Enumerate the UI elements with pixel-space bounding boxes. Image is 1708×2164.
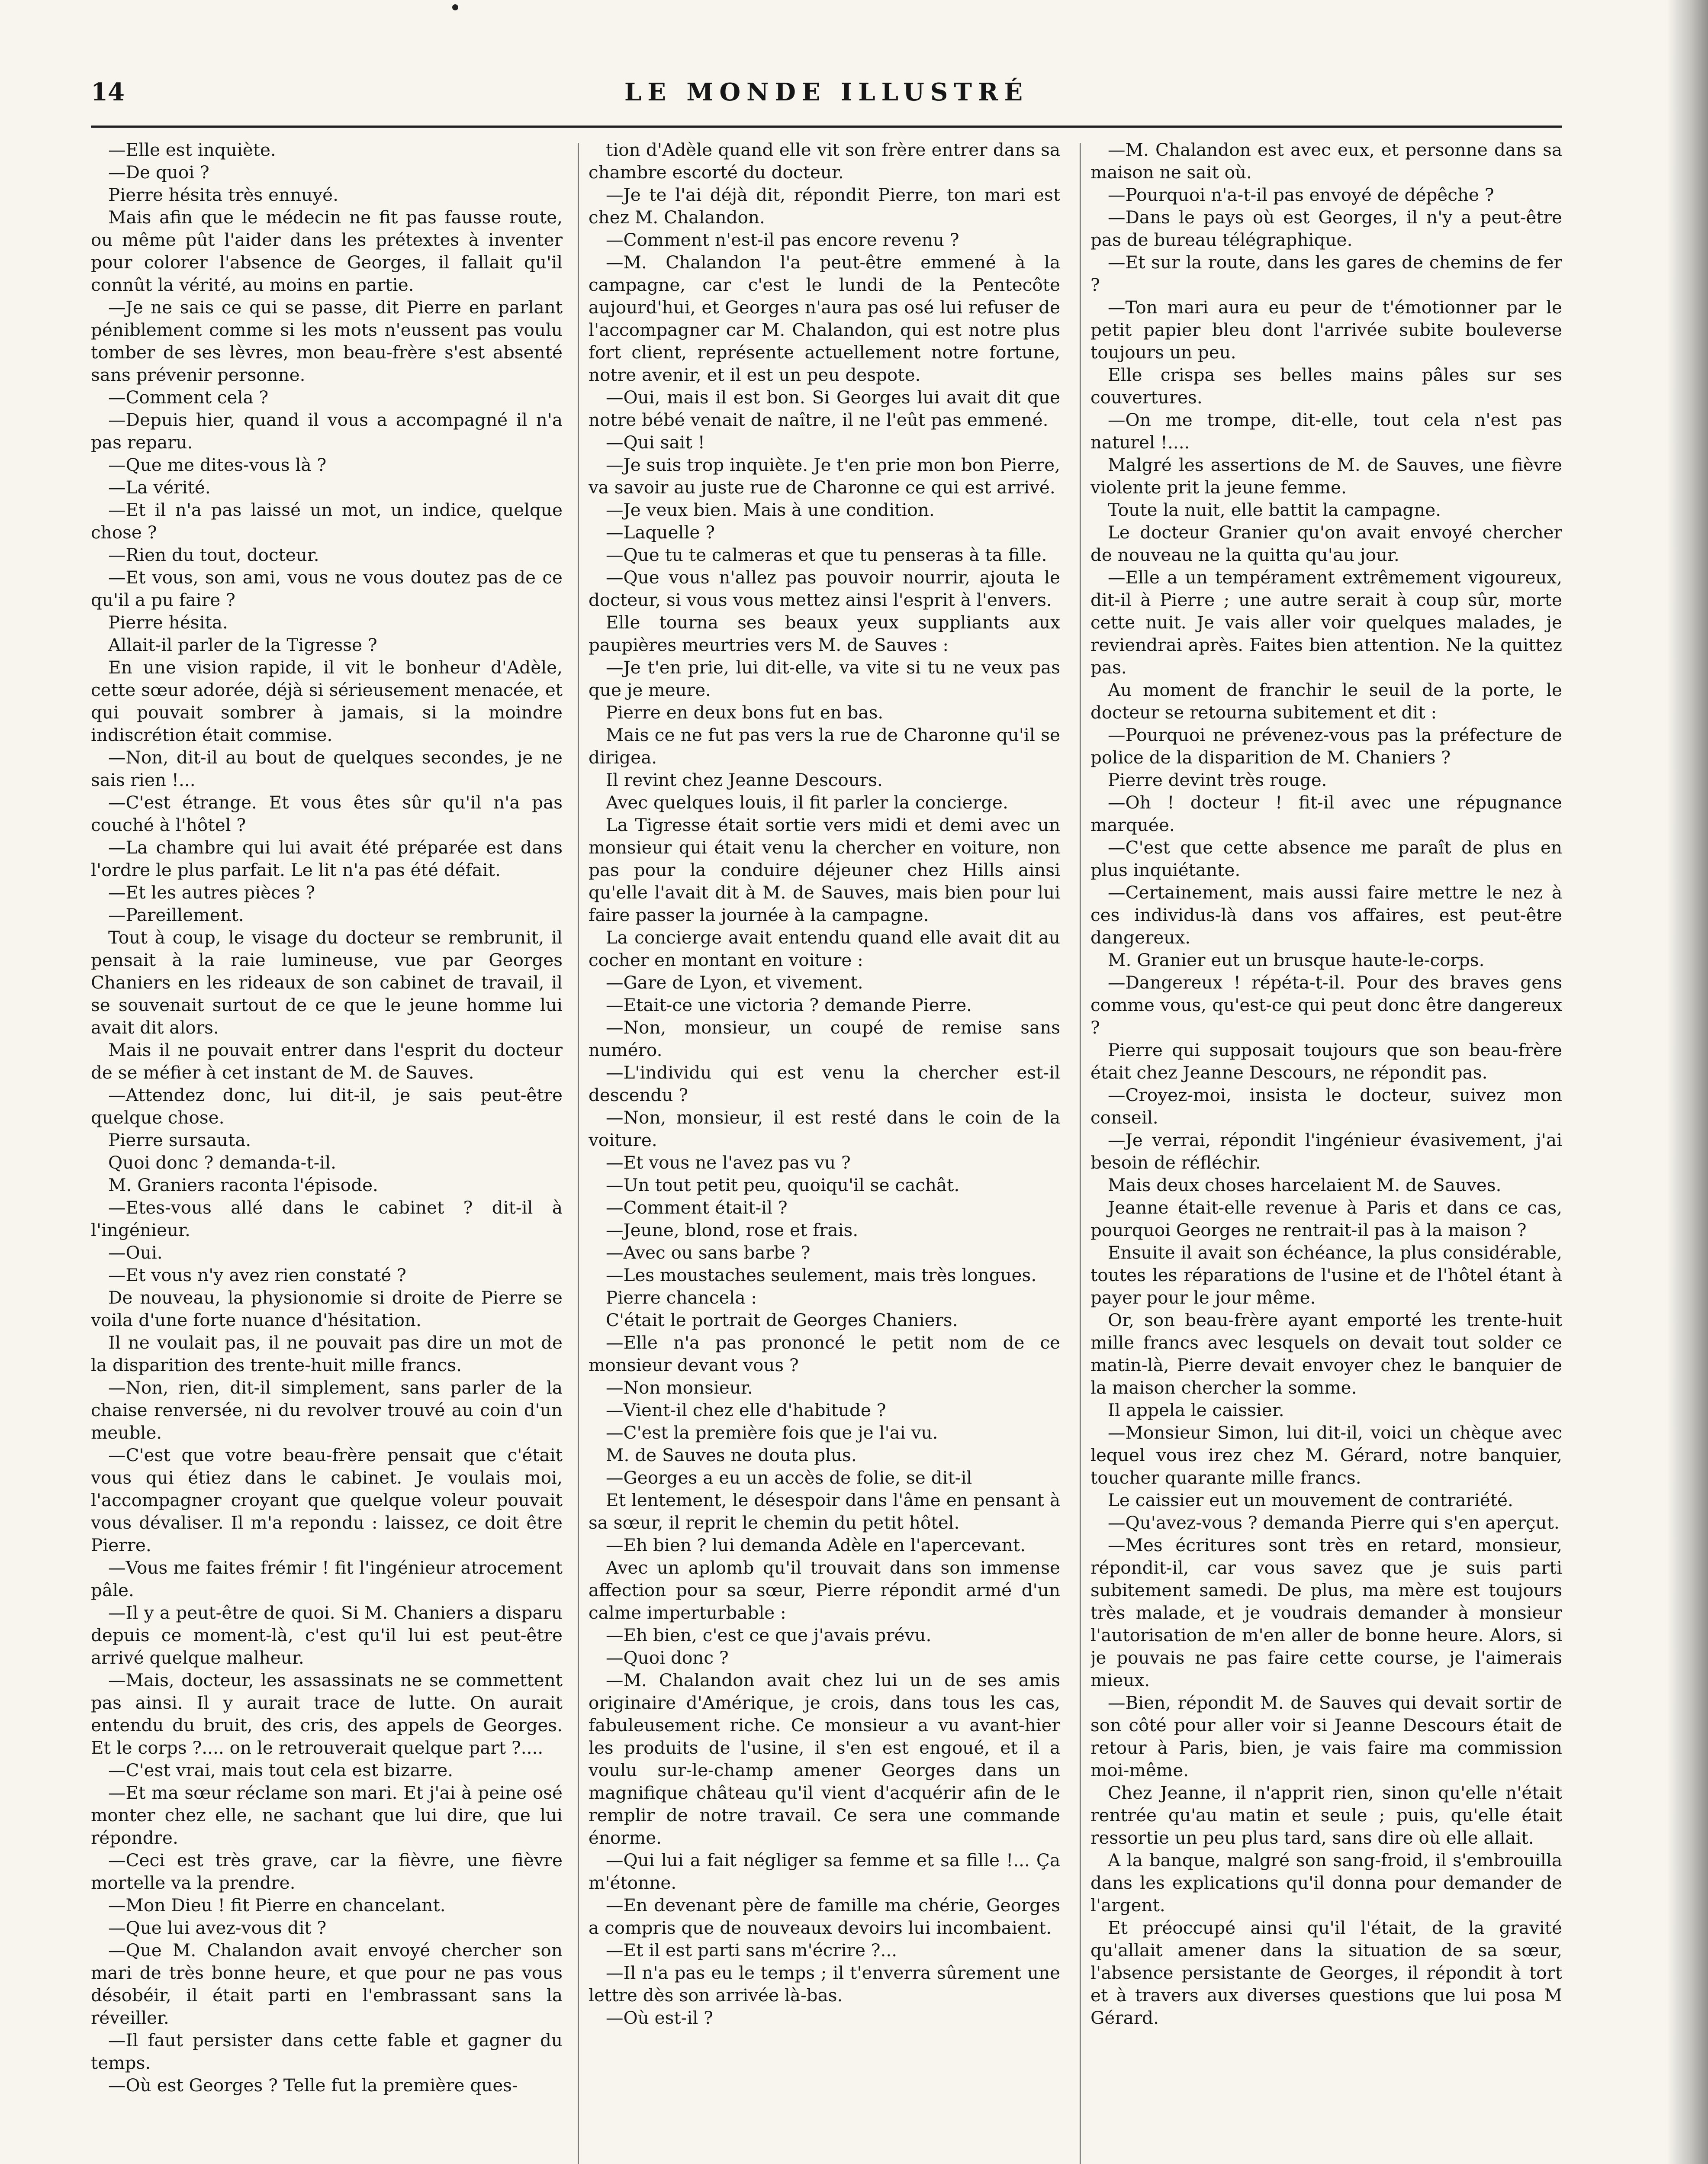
paragraph: —Qui sait ! [606, 432, 705, 453]
paragraph: —Comment n'est-il pas encore revenu ? [606, 229, 959, 250]
header-rule [91, 126, 1562, 128]
paragraph: —La chambre qui lui avait été préparée est dans l'ordre le plus parfait. Le lit n'a pas été défait. [91, 837, 563, 880]
paragraph: —Georges a eu un accès de folie, se dit-il [606, 1467, 972, 1488]
paragraph: La Tigresse était sortie vers midi et demi avec un monsieur qui était venu la chercher en voiture, non pas pour la conduire déjeuner chez Hills ainsi qu'elle l'avait dit à M. de Sauves, mais bien pour lui faire passer la journée à la campagne. [589, 815, 1060, 925]
paragraph: Allait-il parler de la Tigresse ? [108, 634, 377, 655]
paragraph: A la banque, malgré son sang-froid, il s'embrouilla dans les explications qu'il donna pour demander de l'argent. [1090, 1850, 1562, 1916]
paragraph: M. de Sauves ne douta plus. [606, 1445, 857, 1465]
paragraph: Malgré les assertions de M. de Sauves, une fièvre violente prit la jeune femme. [1090, 454, 1562, 498]
paragraph: —Je suis trop inquiète. Je t'en prie mon bon Pierre, va savoir au juste rue de Charonne ce qui est arrivé. [589, 454, 1060, 498]
paragraph: —Et il n'a pas laissé un mot, un indice, quelque chose ? [91, 499, 563, 543]
paragraph: —M. Chalandon l'a peut-être emmené à la campagne, car c'est le lundi de la Pentecôte aujourd'hui, et Georges n'aura pas osé lui refuser de l'accompagner car M. Chalandon, qui est notre plus fort client, représente actuellement notre fortune, notre avenir, et il est un peu despote. [589, 252, 1060, 385]
paragraph: —Bien, répondit M. de Sauves qui devait sortir de son côté pour aller voir si Jeanne Descours était de retour à Paris, bien, je vais faire ma commission moi-même. [1090, 1692, 1562, 1781]
paragraph: —Je ne sais ce qui se passe, dit Pierre en parlant péniblement comme si les mots n'eussent pas voulu tomber de ses lèvres, mon beau-frère s'est absenté sans prévenir personne. [91, 297, 563, 385]
paragraph: Il revint chez Jeanne Descours. [606, 770, 883, 790]
paragraph: Il appela le caissier. [1108, 1400, 1284, 1420]
paragraph: —Non monsieur. [606, 1377, 753, 1398]
paragraph: Et préoccupé ainsi qu'il l'était, de la gravité qu'allait amener dans la situation de sa sœur, l'absence persistante de Georges, il répondit à tort et à travers aux diverses questions que lui posa M Gérard. [1090, 1917, 1562, 2028]
paragraph: —Oui, mais il est bon. Si Georges lui avait dit que notre bébé venait de naître, il ne l'eût pas emmené. [589, 387, 1060, 430]
paragraph: —Je te l'ai déjà dit, répondit Pierre, ton mari est chez M. Chalandon. [589, 184, 1060, 228]
paragraph: —Et il est parti sans m'écrire ?... [606, 1940, 897, 1961]
paragraph: —Pareillement. [108, 905, 244, 925]
paragraph: —Certainement, mais aussi faire mettre le nez à ces individus-là dans vos affaires, est peut-être dangereux. [1090, 882, 1562, 948]
paragraph: —On me trompe, dit-elle, tout cela n'est pas naturel !.... [1090, 409, 1562, 453]
paragraph: —Oui. [108, 1242, 163, 1263]
paragraph: —Il y a peut-être de quoi. Si M. Chaniers a disparu depuis ce moment-là, c'est qu'il lui est peut-être arrivé quelque malheur. [91, 1602, 563, 1668]
paragraph: —Il n'a pas eu le temps ; il t'enverra sûrement une lettre dès son arrivée là-bas. [589, 1962, 1060, 2006]
paragraph: —Ton mari aura eu peur de t'émotionner par le petit papier bleu dont l'arrivée subite bouleverse toujours un peu. [1090, 297, 1562, 363]
paragraph: —De quoi ? [108, 162, 209, 183]
column-divider [578, 143, 579, 2164]
paragraph: —Mais, docteur, les assassinats ne se commettent pas ainsi. Il y aurait trace de lutte. On aurait entendu du bruit, des cris, des appels de Georges. Et le corps ?.... on le retrouverait quelque part ?.... [91, 1670, 563, 1758]
paragraph: Pierre devint très rouge. [1108, 770, 1327, 790]
paragraph: —Et vous, son ami, vous ne vous doutez pas de ce qu'il a pu faire ? [91, 567, 563, 610]
paragraph: —Non, monsieur, il est resté dans le coin de la voiture. [589, 1107, 1060, 1150]
paragraph: tion d'Adèle quand elle vit son frère entrer dans sa chambre escorté du docteur. [589, 139, 1060, 183]
paragraph: —Oh ! docteur ! fit-il avec une répugnance marquée. [1090, 792, 1562, 835]
paragraph: —La vérité. [108, 477, 211, 498]
paragraph: Quoi donc ? demanda-t-il. [108, 1152, 337, 1173]
paragraph: —M. Chalandon avait chez lui un de ses amis originaire d'Amérique, je crois, dans tous les cas, fabuleusement riche. Ce monsieur a vu avant-hier les produits de l'usine, il s'en est engoué, et il a voulu sur-le-champ amener Georges dans un magnifique château qu'il vient d'acquérir afin de le remplir de notre travail. Ce sera une commande énorme. [589, 1670, 1060, 1848]
paragraph: Mais afin que le médecin ne fit pas fausse route, ou même pût l'aider dans les prétextes à inventer pour colorer l'absence de Georges, il fallait qu'il connût la vérité, au moins en partie. [91, 207, 563, 295]
paragraph: —Je t'en prie, lui dit-elle, va vite si tu ne veux pas que je meure. [589, 657, 1060, 700]
paragraph: Mais ce ne fut pas vers la rue de Charonne qu'il se dirigea. [589, 725, 1060, 768]
paragraph: —En devenant père de famille ma chérie, Georges a compris que de nouveaux devoirs lui incombaient. [589, 1895, 1060, 1938]
publication-title: LE MONDE ILLUSTRÉ [624, 78, 1029, 106]
paragraph: —Comment était-il ? [606, 1197, 788, 1218]
paragraph: —Etes-vous allé dans le cabinet ? dit-il à l'ingénieur. [91, 1197, 563, 1240]
paragraph: Chez Jeanne, il n'apprit rien, sinon qu'elle n'était rentrée qu'au matin et seule ; puis, qu'elle était ressortie un peu plus tard, sans dire où elle allait. [1090, 1782, 1562, 1848]
paragraph: —Où est-il ? [606, 2007, 713, 2028]
paragraph: —Vient-il chez elle d'habitude ? [606, 1400, 886, 1420]
paragraph: La concierge avait entendu quand elle avait dit au cocher en montant en voiture : [589, 927, 1060, 970]
paragraph: —Dangereux ! répéta-t-il. Pour des braves gens comme vous, qu'est-ce qui peut donc être dangereux ? [1090, 972, 1562, 1038]
paragraph: —C'est que cette absence me paraît de plus en plus inquiétante. [1090, 837, 1562, 880]
paragraph: —Laquelle ? [606, 522, 715, 543]
paragraph: —Et ma sœur réclame son mari. Et j'ai à peine osé monter chez elle, ne sachant que lui dire, que lui répondre. [91, 1782, 563, 1848]
paragraph: —M. Chalandon est avec eux, et personne dans sa maison ne sait où. [1090, 139, 1562, 183]
paragraph: Pierre qui supposait toujours que son beau-frère était chez Jeanne Descours, ne répondit pas. [1090, 1040, 1562, 1083]
paragraph: Le docteur Granier qu'on avait envoyé chercher de nouveau ne la quitta qu'au jour. [1090, 522, 1562, 565]
paragraph: C'était le portrait de Georges Chaniers. [606, 1310, 958, 1330]
paragraph: Avec quelques louis, il fit parler la concierge. [606, 792, 1008, 813]
column-divider [1080, 143, 1081, 2164]
paragraph: Au moment de franchir le seuil de la porte, le docteur se retourna subitement et dit : [1090, 679, 1562, 723]
paragraph: —Non, rien, dit-il simplement, sans parler de la chaise renversée, ni du revolver trouvé au coin d'un meuble. [91, 1377, 563, 1443]
ink-dot [452, 4, 458, 10]
paragraph: —C'est la première fois que je l'ai vu. [606, 1422, 938, 1443]
paragraph: Elle crispa ses belles mains pâles sur ses couvertures. [1090, 364, 1562, 408]
paragraph: Ensuite il avait son échéance, la plus considérable, toutes les réparations de l'usine et de l'hôtel étant à payer pour le jour même. [1090, 1242, 1562, 1308]
paragraph: —Non, monsieur, un coupé de remise sans numéro. [589, 1017, 1060, 1060]
paragraph: Jeanne était-elle revenue à Paris et dans ce cas, pourquoi Georges ne rentrait-il pas à la maison ? [1090, 1197, 1562, 1240]
paragraph: —Qui lui a fait négliger sa femme et sa fille !... Ça m'étonne. [589, 1850, 1060, 1893]
paragraph: —Gare de Lyon, et vivement. [606, 972, 863, 993]
paragraph: —Depuis hier, quand il vous a accompagné il n'a pas reparu. [91, 409, 563, 453]
paragraph: Pierre sursauta. [108, 1130, 251, 1150]
paragraph: —C'est que votre beau-frère pensait que c'était vous qui étiez dans le cabinet. Je voulais moi, l'accompagner croyant que quelque voleur pouvait vous dévaliser. Il m'a repondu : laissez, ce doit être Pierre. [91, 1445, 563, 1555]
paragraph: Pierre en deux bons fut en bas. [606, 702, 884, 723]
paragraph: —Que tu te calmeras et que tu penseras à ta fille. [606, 544, 1047, 565]
paragraph: —Comment cela ? [108, 387, 269, 408]
paragraph: —Ceci est très grave, car la fièvre, une fièvre mortelle va la prendre. [91, 1850, 563, 1893]
paragraph: —Eh bien, c'est ce que j'avais prévu. [606, 1625, 932, 1646]
paragraph: Avec un aplomb qu'il trouvait dans son immense affection pour sa sœur, Pierre répondit armé d'un calme imperturbable : [589, 1557, 1060, 1623]
paragraph: —Pourquoi ne prévenez-vous pas la préfecture de police de la disparition de M. Chaniers ? [1090, 725, 1562, 768]
paragraph: —C'est étrange. Et vous êtes sûr qu'il n'a pas couché à l'hôtel ? [91, 792, 563, 835]
paragraph: Elle tourna ses beaux yeux suppliants aux paupières meurtries vers M. de Sauves : [589, 612, 1060, 655]
paragraph: —Il faut persister dans cette fable et gagner du temps. [91, 2030, 563, 2073]
paragraph: Pierre chancela : [606, 1287, 757, 1308]
paragraph: —Elle est inquiète. [108, 139, 276, 160]
paragraph: —Que M. Chalandon avait envoyé chercher son mari de très bonne heure, et que pour ne pas vous désobéir, il était parti en l'embrassant sans la réveiller. [91, 1940, 563, 2028]
page-header [91, 74, 1562, 117]
paragraph: —Jeune, blond, rose et frais. [606, 1220, 859, 1240]
paragraph: —Croyez-moi, insista le docteur, suivez mon conseil. [1090, 1085, 1562, 1128]
paragraph: —Je veux bien. Mais à une condition. [606, 499, 935, 520]
paragraph: —Dans le pays où est Georges, il n'y a peut-être pas de bureau télégraphique. [1090, 207, 1562, 250]
paragraph: Mais deux choses harcelaient M. de Sauves. [1108, 1175, 1502, 1195]
paragraph: Toute la nuit, elle battit la campagne. [1108, 499, 1441, 520]
paragraph: Et lentement, le désespoir dans l'âme en pensant à sa sœur, il reprit le chemin du petit hôtel. [589, 1490, 1060, 1533]
paragraph: Tout à coup, le visage du docteur se rembrunit, il pensait à la raie lumineuse, vue par Georges Chaniers en les rideaux de son cabinet de travail, il se souvenait surtout de ce que le jeune homme lui avait dit alors. [91, 927, 563, 1038]
paragraph: —Attendez donc, lui dit-il, je sais peut-être quelque chose. [91, 1085, 563, 1128]
paragraph: —Qu'avez-vous ? demanda Pierre qui s'en aperçut. [1108, 1512, 1560, 1533]
paragraph: —Avec ou sans barbe ? [606, 1242, 811, 1263]
paragraph: —Et vous n'y avez rien constaté ? [108, 1265, 406, 1285]
paragraph: Le caissier eut un mouvement de contrariété. [1108, 1490, 1513, 1510]
paragraph: —Elle n'a pas prononcé le petit nom de ce monsieur devant vous ? [589, 1332, 1060, 1375]
paragraph: —Eh bien ? lui demanda Adèle en l'apercevant. [606, 1535, 1026, 1555]
page-edge-shadow [1667, 0, 1708, 2164]
text-column-2 [589, 138, 1060, 2164]
paragraph: Mais il ne pouvait entrer dans l'esprit du docteur de se méfier à cet instant de M. de Sauves. [91, 1040, 563, 1083]
paragraph: —L'individu qui est venu la chercher est-il descendu ? [589, 1062, 1060, 1105]
paragraph: —Monsieur Simon, lui dit-il, voici un chèque avec lequel vous irez chez M. Gérard, notre banquier, toucher quarante mille francs. [1090, 1422, 1562, 1488]
paragraph: —Les moustaches seulement, mais très longues. [606, 1265, 1037, 1285]
paragraph: —C'est vrai, mais tout cela est bizarre. [108, 1760, 454, 1781]
paragraph: Il ne voulait pas, il ne pouvait pas dire un mot de la disparition des trente-huit mille francs. [91, 1332, 563, 1375]
paragraph: —Rien du tout, docteur. [108, 544, 319, 565]
paragraph: M. Granier eut un brusque haute-le-corps. [1108, 950, 1485, 970]
text-column-1 [91, 138, 563, 2164]
paragraph: —Elle a un tempérament extrêmement vigoureux, dit-il à Pierre ; une autre serait à coup sûr, morte cette nuit. Je vais aller voir quelques malades, je reviendrai après. Faites bien attention. Ne la quittez pas. [1090, 567, 1562, 678]
paragraph: Pierre hésita. [108, 612, 228, 633]
paragraph: —Que me dites-vous là ? [108, 454, 327, 475]
page-number: 14 [91, 78, 125, 106]
paragraph: De nouveau, la physionomie si droite de Pierre se voila d'une forte nuance d'hésitation. [91, 1287, 563, 1330]
paragraph: —Et sur la route, dans les gares de chemins de fer ? [1090, 252, 1562, 295]
paragraph: —Quoi donc ? [606, 1647, 729, 1668]
paragraph: —Pourquoi n'a-t-il pas envoyé de dépêche ? [1108, 184, 1494, 205]
paragraph: —Et les autres pièces ? [108, 882, 315, 903]
paragraph: —Je verrai, répondit l'ingénieur évasivement, j'ai besoin de réfléchir. [1090, 1130, 1562, 1173]
paragraph: —Vous me faites frémir ! fit l'ingénieur atrocement pâle. [91, 1557, 563, 1600]
paragraph: —Où est Georges ? Telle fut la première ques- [108, 2075, 518, 2096]
paragraph: Pierre hésita très ennuyé. [108, 184, 339, 205]
paragraph: —Et vous ne l'avez pas vu ? [606, 1152, 851, 1173]
paragraph: —Que lui avez-vous dit ? [108, 1917, 327, 1938]
paragraph: —Non, dit-il au bout de quelques secondes, je ne sais rien !... [91, 747, 563, 790]
text-column-3 [1090, 138, 1562, 2164]
paragraph: Or, son beau-frère ayant emporté les trente-huit mille francs avec lesquels on devait tout solder ce matin-là, Pierre devait envoyer chez le banquier de la maison chercher la somme. [1090, 1310, 1562, 1398]
paragraph: M. Graniers raconta l'épisode. [108, 1175, 378, 1195]
paragraph: —Un tout petit peu, quoiqu'il se cachât. [606, 1175, 960, 1195]
paragraph: En une vision rapide, il vit le bonheur d'Adèle, cette sœur adorée, déjà si sérieusement menacée, et qui pouvait sombrer à jamais, si la moindre indiscrétion était commise. [91, 657, 563, 745]
paragraph: —Mes écritures sont très en retard, monsieur, répondit-il, car vous savez que je suis parti subitement samedi. De plus, ma mère est toujours très malade, et je voudrais demander à monsieur l'autorisation de m'en aller de bonne heure. Alors, si je pouvais ne pas faire cette course, je l'aimerais mieux. [1090, 1535, 1562, 1691]
paragraph: —Etait-ce une victoria ? demande Pierre. [606, 995, 972, 1015]
paragraph: —Mon Dieu ! fit Pierre en chancelant. [108, 1895, 446, 1916]
paragraph: —Que vous n'allez pas pouvoir nourrir, ajouta le docteur, si vous vous mettez ainsi l'esprit à l'envers. [589, 567, 1060, 610]
